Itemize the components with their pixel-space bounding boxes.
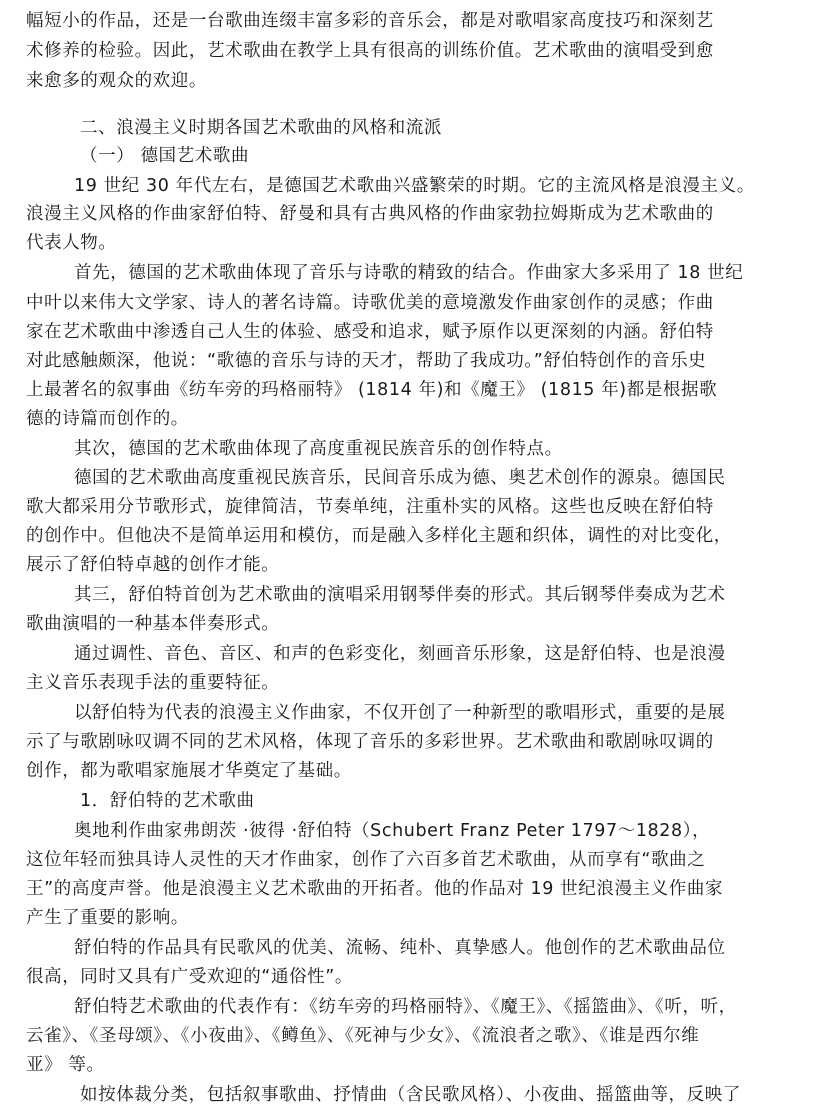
text-line: 产生了重要的影响。: [26, 908, 189, 928]
subsection-heading: （一） 德国艺术歌曲: [80, 146, 250, 166]
text-line: 上最著名的叙事曲《纺车旁的玛格丽特》 (1814 年)和《魔王》 (1815 年)都是根据歌: [26, 380, 718, 400]
text-line: 浪漫主义风格的作曲家舒伯特、舒曼和具有古典风格的作曲家勃拉姆斯成为艺术歌曲的: [26, 204, 714, 224]
text-line: 来愈多的观众的欢迎。: [26, 71, 207, 91]
text-line: 19 世纪 30 年代左右，是德国艺术歌曲兴盛繁荣的时期。它的主流风格是浪漫主义。: [74, 176, 755, 196]
text-line: 很高，同时又具有广受欢迎的“通俗性”。: [26, 967, 354, 987]
text-line: 示了与歌剧咏叹调不同的艺术风格，体现了音乐的多彩世界。艺术歌曲和歌剧咏叹调的: [26, 732, 714, 752]
text-line: 其次，德国的艺术歌曲体现了高度重视民族音乐的创作特点。: [74, 439, 563, 459]
text-line: 的创作中。但他决不是简单运用和模仿，而是融入多样化主题和织体，调性的对比变化，: [26, 526, 732, 546]
text-line: 舒伯特艺术歌曲的代表作有：《纺车旁的玛格丽特》、《魔王》、《摇篮曲》、《听，听，: [74, 997, 737, 1017]
text-line: 首先，德国的艺术歌曲体现了音乐与诗歌的精致的结合。作曲家大多采用了 18 世纪: [74, 263, 744, 283]
text-line: 奥地利作曲家弗朗茨 ·彼得 ·舒伯特（Schubert Franz Peter 1797～1828），: [74, 821, 711, 841]
text-line: 展示了舒伯特卓越的创作才能。: [26, 555, 280, 575]
text-line: 主义音乐表现手法的重要特征。: [26, 673, 280, 693]
subsection-heading: 1．舒伯特的艺术歌曲: [80, 791, 255, 811]
text-line: 幅短小的作品，还是一台歌曲连缀丰富多彩的音乐会，都是对歌唱家高度技巧和深刻艺: [26, 11, 714, 31]
text-line: 如按体裁分类，包括叙事歌曲、抒情曲（含民歌风格）、小夜曲、摇篮曲等，反映了: [80, 1085, 741, 1105]
text-line: 舒伯特的作品具有民歌风的优美、流畅、纯朴、真挚感人。他创作的艺术歌曲品位: [74, 938, 726, 958]
text-line: 歌曲演唱的一种基本伴奏形式。: [26, 614, 280, 634]
text-line: 通过调性、音色、音区、和声的色彩变化，刻画音乐形象，这是舒伯特、也是浪漫: [74, 644, 726, 664]
text-line: 代表人物。: [26, 233, 117, 253]
text-line: 中叶以来伟大文学家、诗人的著名诗篇。诗歌优美的意境激发作曲家创作的灵感；作曲: [26, 293, 714, 313]
text-line: 创作，都为歌唱家施展才华奠定了基础。: [26, 761, 352, 781]
text-line: 对此感触颇深，他说：“歌德的音乐与诗的天才，帮助了我成功。”舒伯特创作的音乐史: [26, 351, 707, 371]
text-line: 德的诗篇而创作的。: [26, 409, 189, 429]
section-heading: 二、浪漫主义时期各国艺术歌曲的风格和流派: [80, 118, 442, 138]
text-line: 术修养的检验。因此，艺术歌曲在教学上具有很高的训练价值。艺术歌曲的演唱受到愈: [26, 41, 714, 61]
text-line: 家在艺术歌曲中渗透自己人生的体验、感受和追求，赋予原作以更深刻的内涵。舒伯特: [26, 322, 714, 342]
text-line: 亚》 等。: [26, 1055, 105, 1075]
text-line: 以舒伯特为代表的浪漫主义作曲家，不仅开创了一种新型的歌唱形式，重要的是展: [74, 703, 726, 723]
text-line: 歌大都采用分节歌形式，旋律简洁，节奏单纯，注重朴实的风格。这些也反映在舒伯特: [26, 497, 714, 517]
text-line: 云雀》、《圣母颂》、《小夜曲》、《鳟鱼》、《死神与少女》、《流浪者之歌》、《谁是西尔维: [26, 1026, 700, 1046]
text-line: 其三，舒伯特首创为艺术歌曲的演唱采用钢琴伴奏的形式。其后钢琴伴奏成为艺术: [74, 585, 726, 605]
text-line: 德国的艺术歌曲高度重视民族音乐，民间音乐成为德、奥艺术创作的源泉。德国民: [74, 468, 726, 488]
text-line: 这位年轻而独具诗人灵性的天才作曲家，创作了六百多首艺术歌曲，从而享有“歌曲之: [26, 850, 706, 870]
text-line: 王”的高度声誉。他是浪漫主义艺术歌曲的开拓者。他的作品对 19 世纪浪漫主义作曲家: [26, 879, 724, 899]
